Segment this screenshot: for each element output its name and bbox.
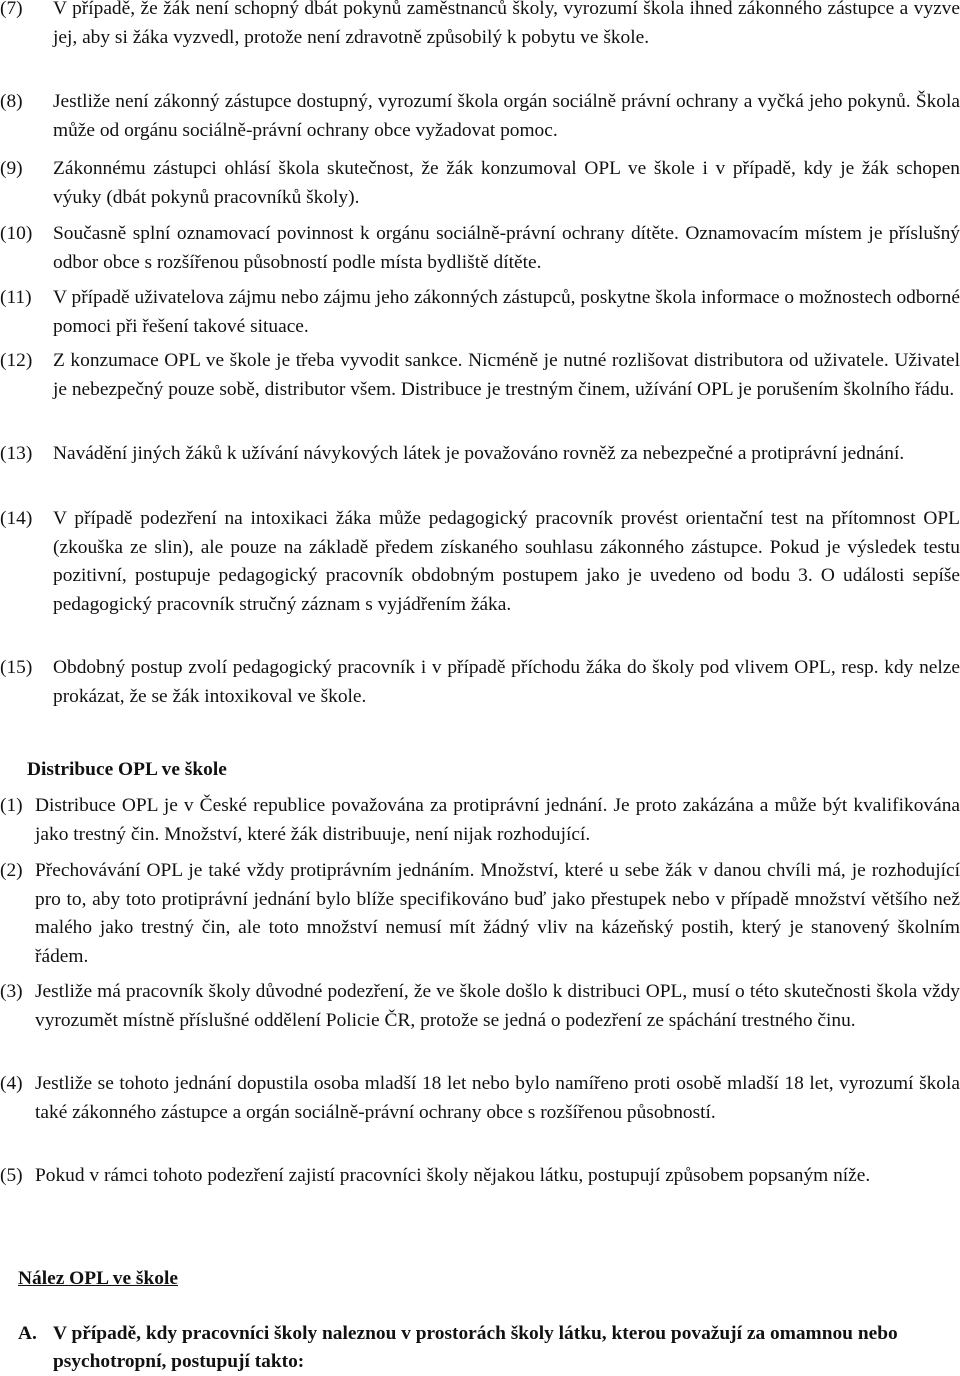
list-item	[0, 654, 960, 711]
subheading-text: V případě, kdy pracovníci školy naleznou v prostorách školy látku, kterou považují za omamnou nebo psychotropní, postupují takto:	[53, 1323, 898, 1372]
item-text: Přechovávání OPL je také vždy protiprávním jednáním. Množství, které u sebe žák v danou chvíli má, je rozhodující pro to, aby toto protiprávní jednání bylo blíže specifikováno buď jako přestupek nebo v případě množství většího než malého jako trestný čin, ale toto množství nemusí mít žádný vliv na kázeňský postih, který je stanovený školním řádem.	[35, 860, 960, 967]
item-number: (2)	[0, 860, 23, 881]
item-text: Jestliže není zákonný zástupce dostupný, vyrozumí škola orgán sociálně právní ochrany a vyčká jeho pokynů. Škola může od orgánu sociálně-právní ochrany obce vyžadovat pomoc.	[53, 91, 960, 141]
item-text: Zákonnému zástupci ohlásí škola skutečnost, že žák konzumoval OPL ve škole i v případě, kdy je žák schopen výuky (dbát pokynů pracovníků školy).	[53, 158, 960, 208]
item-number: (10)	[0, 223, 33, 244]
section-heading-distribuce: Distribuce OPL ve škole	[27, 759, 227, 780]
list-item	[0, 792, 960, 849]
subheading-a	[18, 1320, 918, 1376]
list-item	[0, 155, 960, 212]
list-item	[0, 347, 960, 404]
list-item	[0, 1070, 960, 1127]
item-text: Navádění jiných žáků k užívání návykových látek je považováno rovněž za nebezpečné a protiprávní jednání.	[53, 443, 905, 464]
item-number: (12)	[0, 350, 33, 371]
list-item	[0, 1162, 960, 1191]
item-text: Pokud v rámci tohoto podezření zajistí pracovníci školy nějakou látku, postupují způsobem popsaným níže.	[35, 1165, 871, 1186]
item-number: (3)	[0, 981, 23, 1002]
item-number: (7)	[0, 0, 23, 19]
item-number: (11)	[0, 287, 32, 308]
list-item	[0, 440, 960, 469]
list-item	[0, 220, 960, 277]
item-text: Distribuce OPL je v České republice považována za protiprávní jednání. Je proto zakázána a může být kvalifikována jako trestný čin. Množství, které žák distribuuje, není nijak rozhodující.	[35, 795, 960, 845]
list-item	[0, 978, 960, 1035]
list-item	[0, 0, 960, 52]
item-text: Jestliže se tohoto jednání dopustila osoba mladší 18 let nebo bylo namířeno proti osobě mladší 18 let, vyrozumí škola také zákonného zástupce a orgán sociálně-právní ochrany obce s rozšířenou působností.	[35, 1073, 960, 1123]
section-heading-nalez: Nález OPL ve škole	[18, 1268, 178, 1289]
list-item	[0, 88, 960, 145]
item-number: (4)	[0, 1073, 23, 1094]
item-text: V případě uživatelova zájmu nebo zájmu jeho zákonných zástupců, poskytne škola informace o možnostech odborné pomoci při řešení takové situace.	[53, 287, 960, 337]
item-number: (1)	[0, 795, 23, 816]
item-number: (14)	[0, 508, 33, 529]
item-text: Z konzumace OPL ve škole je třeba vyvodit sankce. Nicméně je nutné rozlišovat distributora od uživatele. Uživatel je nebezpečný pouze sobě, distributor všem. Distribuce je trestným činem, užívání OPL je porušením školního řádu.	[53, 350, 960, 400]
item-number: (15)	[0, 657, 33, 678]
item-number: (9)	[0, 158, 23, 179]
item-number: (5)	[0, 1165, 23, 1186]
subheading-letter: A.	[18, 1323, 37, 1344]
item-number: (13)	[0, 443, 33, 464]
item-text: Jestliže má pracovník školy důvodné podezření, že ve škole došlo k distribuci OPL, musí o této skutečnosti škola vždy vyrozumět místně příslušné oddělení Policie ČR, protože se jedná o podezření ze spáchání trestného činu.	[35, 981, 960, 1031]
item-number: (8)	[0, 91, 23, 112]
item-text: V případě podezření na intoxikaci žáka může pedagogický pracovník provést orientační test na přítomnost OPL (zkouška ze slin), ale pouze na základě předem získaného souhlasu zákonného zástupce. Pokud je výsledek testu pozitivní, postupuje pedagogický pracovník obdobným postupem jako je uvedeno od bodu 3. O události sepíše pedagogický pracovník stručný záznam s vyjádřením žáka.	[53, 508, 960, 615]
item-text: Současně splní oznamovací povinnost k orgánu sociálně-právní ochrany dítěte. Oznamovacím místem je příslušný odbor obce s rozšířenou působností podle místa bydliště dítěte.	[53, 223, 960, 273]
list-item	[0, 857, 960, 971]
list-item	[0, 505, 960, 619]
item-text: V případě, že žák není schopný dbát pokynů zaměstnanců školy, vyrozumí škola ihned zákonného zástupce a vyzve jej, aby si žáka vyzvedl, protože není zdravotně způsobilý k pobytu ve škole.	[53, 0, 960, 48]
list-item	[0, 284, 960, 341]
item-text: Obdobný postup zvolí pedagogický pracovník i v případě příchodu žáka do školy pod vlivem OPL, resp. kdy nelze prokázat, že se žák intoxikoval ve škole.	[53, 657, 960, 707]
